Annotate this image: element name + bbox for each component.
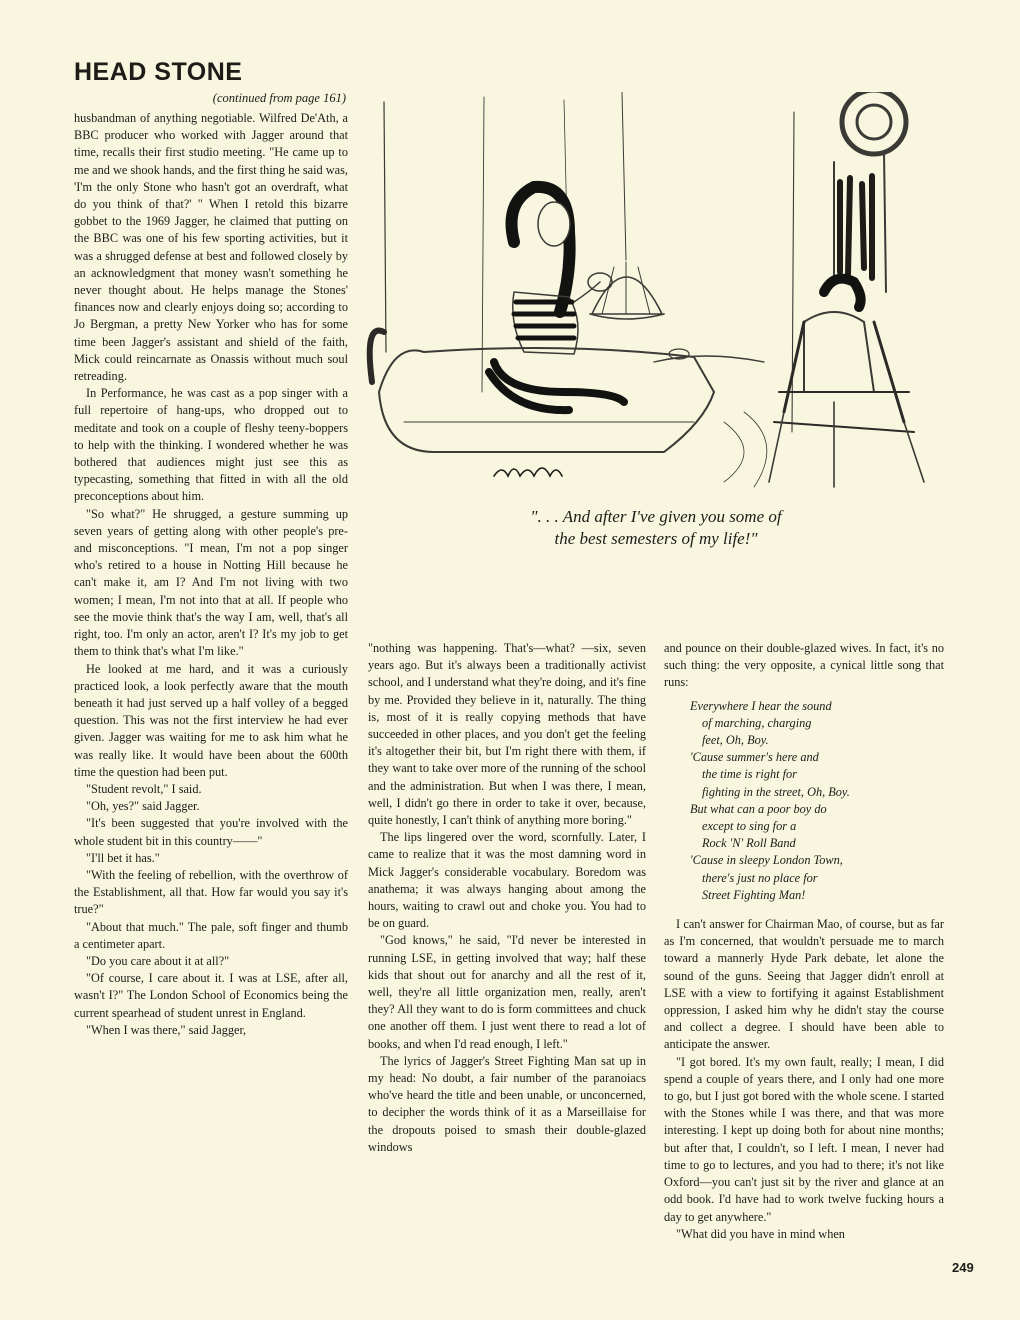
caption-line-1: ". . . And after I've given you some of xyxy=(530,507,782,526)
headline: HEAD STONE xyxy=(74,58,243,86)
lyric-line: But what can a poor boy do xyxy=(690,801,827,816)
lyric-line: the time is right for xyxy=(702,767,797,782)
song-lyrics xyxy=(690,698,944,904)
cartoon-drawing xyxy=(364,92,948,492)
page-number: 249 xyxy=(952,1260,974,1275)
paragraph: He looked at me hard, and it was a curiously practiced look, a look perfectly aware that the mouth beneath it had just served up a half volley of a begged question. This was not the first interview he had ever given. Jagger was waiting for me to ask him what he was really like. It would have been about the 600th time the question had been put. xyxy=(74,661,348,779)
cartoon-illustration xyxy=(364,92,948,492)
lyric-line: Street Fighting Man! xyxy=(702,887,806,902)
lyric-line: Rock 'N' Roll Band xyxy=(702,836,796,851)
column-3 xyxy=(664,640,944,1243)
lyric-line: fighting in the street, Oh, Boy. xyxy=(702,784,850,799)
paragraph: "Student revolt," I said. xyxy=(86,781,202,796)
lyric-line: there's just no place for xyxy=(702,870,818,885)
paragraph: "Do you care about it at all?" xyxy=(86,953,230,968)
paragraph: I can't answer for Chairman Mao, of course, but as far as I'm concerned, that wouldn't persuade me to march toward a mannerly Hyde Park debate, let alone the sound of the guns. Seeing that Jagger didn't enroll at LSE with a view to fortifying it against Establishment oppression, I asked him why he didn't stay the course and collect a degree. I should have been able to anticipate the answer. xyxy=(664,917,944,1052)
column-3-intro: and pounce on their double-glazed wives. In fact, it's no such thing: the very opposite, a cynical little song that runs: xyxy=(664,641,944,690)
column-2 xyxy=(368,640,646,1156)
lyric-line: Everywhere I hear the sound xyxy=(690,698,832,713)
paragraph: "God knows," he said, "I'd never be interested in running LSE, in getting involved that way; half these kids that shout out for anarchy and all the rest of it, well, they're all little organization men, really, aren't they? All they want to do is form committees and chuck one another off them. I just went there to read a lot of books, and when I'd read enough, I left." xyxy=(368,933,646,1051)
lyric-line: 'Cause in sleepy London Town, xyxy=(690,853,843,868)
paragraph: In Performance, he was cast as a pop singer with a full repertoire of hang-ups, who dropped out to meditate and took on a couple of fleshy teeny-boppers to help with the thinking. I wondered whether he was bothered that audiences might just see this as typecasting, something that fitted in with all the old preconceptions about him. xyxy=(74,386,348,504)
caption-line-2: the best semesters of my life!" xyxy=(554,529,758,548)
lyric-line: 'Cause summer's here and xyxy=(690,750,819,765)
column-1 xyxy=(74,110,348,1039)
paragraph: "I'll bet it has." xyxy=(86,850,160,865)
paragraph: "Oh, yes?" said Jagger. xyxy=(86,799,200,814)
paragraph: "When I was there," said Jagger, xyxy=(86,1022,247,1037)
continued-note: (continued from page 161) xyxy=(212,91,346,105)
cartoon-caption xyxy=(364,506,948,550)
paragraph: "About that much." The pale, soft finger and thumb a centimeter apart. xyxy=(74,919,348,951)
paragraph: husbandman of anything negotiable. Wilfred De'Ath, a BBC producer who worked with Jagger around that time, recalls their first studio meeting. "He came up to me and we shook hands, and the first thing he said was, 'I'm the only Stone who hasn't got an overdraft, what do you think of that?' " When I retold this bizarre gobbet to the 1969 Jagger, he claimed that putting on the BBC was one of his few sporting activities, but it was a shrugged defense at best and followed closely by an acknowledgment that money wasn't something he never thought about. He helps manage the Stones' finances now and clearly enjoys doing so; according to Jo Bergman, a pretty New Yorker who has for some time been Jagger's assistant and shield of the faith, Mick could reincarnate as Onassis without much soul retreading. xyxy=(74,111,348,384)
lyric-line: except to sing for a xyxy=(702,819,797,834)
paragraph: "What did you have in mind when xyxy=(676,1226,845,1241)
paragraph: "So what?" He shrugged, a gesture summing up seven years of getting along with other people's pre- and misconceptions. "I mean, I'm not a pop singer who's retired to a house in Notting Hill because he can't make it, am I? And I'm not living with two women; I mean, I'm not into that at all. If people who see the movie think that's the way I am, well, that's all right, too. I'm only an actor, aren't I? It's my job to get them to think that's what I'm like." xyxy=(74,506,348,659)
paragraph: "I got bored. It's my own fault, really; I mean, I did spend a couple of years there, and I only had one more to go, but I just got bored with the whole scene. I started with the Stones while I was there, and that was more interesting. I kept up doing both for about nine months; but after that, I couldn't, so I left. I mean, I never had time to go to lectures, and you had to there; it's not like Oxford—you can't just sit by the river and glance at an odd book. I'd have had to work twelve fucking hours a day to get anywhere." xyxy=(664,1054,944,1224)
paragraph: The lyrics of Jagger's Street Fighting Man sat up in my head: No doubt, a fair number of the paranoiacs who've heard the title and been unable, or unconcerned, to decipher the words think of it as a Marseillaise for the dropouts poised to smash their double-glazed windows xyxy=(368,1053,646,1154)
lyric-line: of marching, charging xyxy=(702,715,812,730)
paragraph: "nothing was happening. That's—what? —six, seven years ago. But it's always been a traditionally activist school, and I understand what they're doing, and it's fine by me. Provided they believe in it, naturally. The thing is, most of it is really copying methods that have succeeded in other places, and you don't get the feeling it's altogether their bit, but I'm right there with them, if they want to take over more of the running of the school and the administration. But when I was there, I mean, well, I didn't go there in order to take it over, because, quite honestly, I can't think of anything more boring." xyxy=(368,641,646,828)
paragraph: "It's been suggested that you're involved with the whole student bit in this country——" xyxy=(74,816,348,848)
paragraph: "Of course, I care about it. I was at LSE, after all, wasn't I?" The London School of Economics being the current spearhead of student unrest in England. xyxy=(74,971,348,1020)
lyric-line: feet, Oh, Boy. xyxy=(702,733,769,748)
paragraph: "With the feeling of rebellion, with the overthrow of the Establishment, all that. How far would you say it's true?" xyxy=(74,867,348,917)
paragraph: The lips lingered over the word, scornfully. Later, I came to realize that it was the most damning word in Mick Jagger's considerable vocabulary. Boredom was anathema; it was always hanging about among the hours, waiting to crawl out and choke you. You had to be on guard. xyxy=(368,830,646,931)
